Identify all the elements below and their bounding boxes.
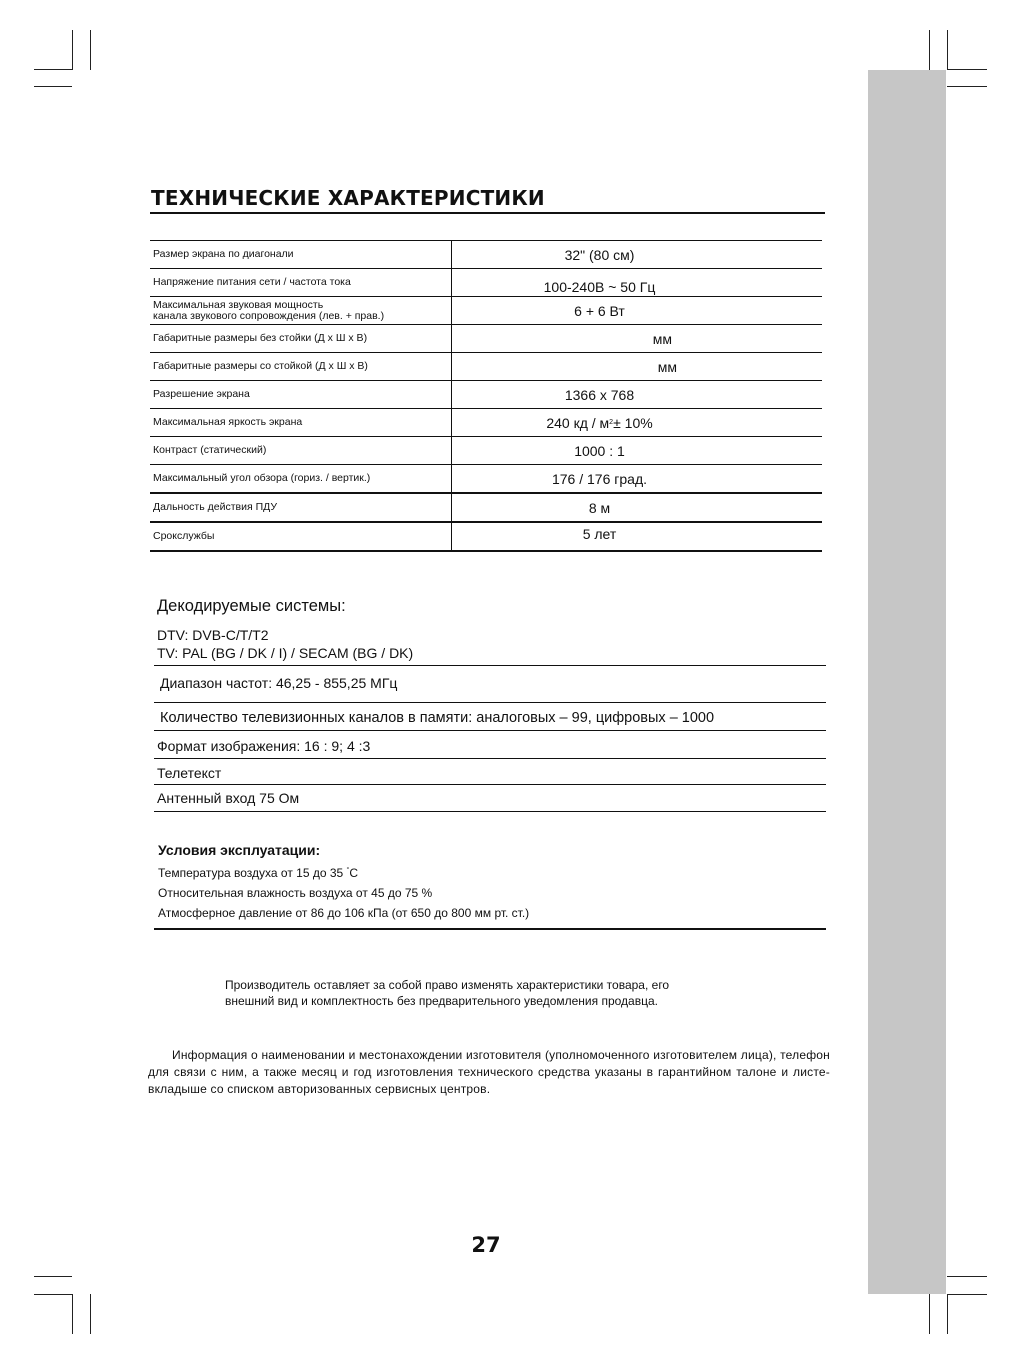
side-tab-bar — [868, 70, 946, 1294]
spec-table — [150, 240, 822, 552]
spec-label: Напряжение питания сети / частота тока — [150, 269, 452, 296]
notice-line: внешний вид и комплектность без предварительного уведомления продавца. — [225, 994, 658, 1008]
frequency-line: Диапазон частот: 46,25 - 855,25 МГц — [160, 675, 398, 691]
spec-label: Срокслужбы — [150, 523, 452, 550]
format-line: Формат изображения: 16 : 9; 4 :3 — [157, 738, 371, 754]
spec-label-line: Максимальная звуковая мощность — [153, 298, 324, 311]
spec-value: 32" (80 см) — [564, 246, 635, 263]
brightness-tolerance: ± 10% — [613, 414, 653, 431]
spec-label: Размер экрана по диагонали — [150, 241, 452, 268]
teletext-line: Телетекст — [157, 765, 222, 781]
spec-label: Разрешение экрана — [150, 381, 452, 408]
spec-row — [150, 523, 822, 552]
spec-row — [150, 269, 822, 297]
spec-row — [150, 465, 822, 494]
spec-row — [150, 437, 822, 465]
divider — [154, 665, 826, 666]
tv-line: TV: PAL (BG / DK / I) / SECAM (BG / DK) — [157, 645, 414, 661]
humidity-line: Относительная влажность воздуха от 45 до 75 % — [158, 886, 433, 900]
crop-mark — [72, 30, 73, 70]
spec-label: Контраст (статический) — [150, 437, 452, 464]
antenna-line: Антенный вход 75 Ом — [157, 790, 300, 806]
temperature-text: Температура воздуха от 15 до 35 — [158, 866, 347, 880]
spec-value: 100-240В ~ 50 Гц — [543, 278, 656, 295]
page-number: 27 — [471, 1233, 501, 1257]
temperature-line — [158, 866, 358, 880]
spec-value: мм — [652, 330, 672, 347]
spec-label: Максимальная яркость экрана — [150, 409, 452, 436]
spec-value: 8 м — [588, 499, 611, 516]
spec-value: 5 лет — [582, 526, 617, 542]
title-divider — [150, 212, 825, 214]
crop-mark — [947, 69, 987, 70]
divider — [154, 811, 826, 812]
spec-label — [150, 297, 452, 324]
degree-sign: ° — [346, 867, 350, 874]
manufacturer-notice — [225, 977, 785, 1009]
spec-row — [150, 240, 822, 269]
spec-value: мм — [657, 358, 677, 375]
spec-label: Габаритные размеры без стойки (Д х Ш х В) — [150, 325, 452, 352]
divider — [154, 784, 826, 785]
operating-heading: Условия эксплуатации: — [158, 842, 321, 858]
pressure-line: Атмосферное давление от 86 до 106 кПа (от 650 до 800 мм рт. ст.) — [158, 906, 530, 920]
divider — [154, 928, 826, 930]
brightness-value: 240 кд / м — [546, 414, 610, 431]
divider — [154, 758, 826, 759]
spec-value: 240 кд / м 2 ± 10% — [546, 414, 653, 431]
crop-mark — [90, 30, 91, 70]
crop-mark — [947, 1276, 987, 1277]
dtv-line: DTV: DVB-C/T/T2 — [157, 627, 269, 643]
divider — [154, 702, 826, 703]
crop-mark — [929, 1294, 930, 1334]
spec-label-line: канала звукового сопровождения (лев. + прав.) — [153, 309, 385, 322]
channels-line: Количество телевизионных каналов в памяти: аналоговых – 99, цифровых – 1000 — [160, 710, 715, 726]
spec-row — [150, 325, 822, 353]
crop-mark — [947, 1294, 987, 1295]
spec-row — [150, 297, 822, 325]
crop-mark — [34, 1294, 72, 1295]
spec-label: Габаритные размеры со стойкой (Д х Ш х В) — [150, 353, 452, 380]
crop-mark — [947, 30, 948, 70]
crop-mark — [947, 1294, 948, 1334]
crop-mark — [90, 1294, 91, 1334]
decoding-heading: Декодируемые системы: — [157, 597, 346, 615]
spec-value: 1000 : 1 — [574, 442, 625, 459]
crop-mark — [929, 30, 930, 70]
crop-mark — [947, 86, 987, 87]
spec-label: Максимальный угол обзора (гориз. / вертик.) — [150, 465, 452, 492]
spec-row — [150, 494, 822, 523]
spec-row — [150, 409, 822, 437]
spec-value: 6 + 6 Вт — [574, 302, 625, 319]
spec-row — [150, 381, 822, 409]
temperature-unit: С — [349, 866, 359, 880]
spec-label: Дальность действия ПДУ — [150, 494, 452, 521]
spec-row — [150, 353, 822, 381]
crop-mark — [72, 1294, 73, 1334]
crop-mark — [34, 86, 72, 87]
spec-value: 176 / 176 град. — [551, 470, 647, 487]
divider — [154, 730, 826, 731]
spec-value: 1366 x 768 — [564, 386, 635, 403]
crop-mark — [34, 69, 72, 70]
crop-mark — [34, 1276, 72, 1277]
notice-line: Производитель оставляет за собой право изменять характеристики товара, его — [225, 978, 670, 992]
page-title: ТЕХНИЧЕСКИЕ ХАРАКТЕРИСТИКИ — [151, 186, 545, 210]
manufacturer-info: Информация о наименовании и местонахождении изготовителя (уполномоченного изготовителем лица), телефон для связи с ним, а также месяц и год изготовления технического средства указаны в гарантийном талоне и листе-вкладыше со списком авторизованных сервисных центров. — [148, 1048, 830, 1096]
